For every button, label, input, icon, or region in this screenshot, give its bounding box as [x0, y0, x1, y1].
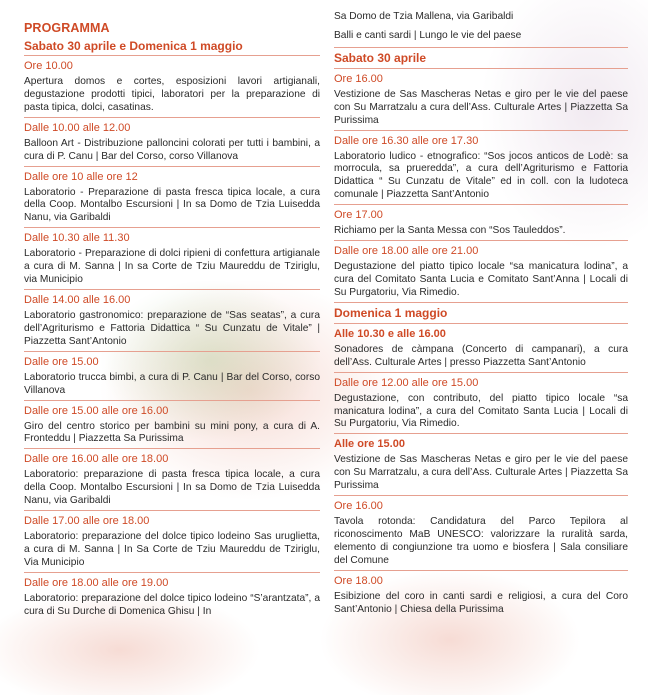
list-item: [24, 227, 320, 289]
event-description: Balloon Art - Distribuzione palloncini colorati per tutti i bambini, a cura di P. Canu | Bar del Corso, corso Villanova: [24, 137, 320, 162]
event-description: Apertura domos e cortes, esposizioni lavori artigianali, degustazione prodotti tipici, laboratori per la preparazione di pasta tipica, dolci, casatinas.: [24, 76, 320, 113]
event-description: Laboratorio gastronomico: preparazione de “Sas seatas”, a cura dell’Agriturismo e Fattoria Didattica “ Su Cunzatu de Vitale” | Piazzetta Sant’Antonio: [24, 309, 320, 347]
event-description: Laboratorio: preparazione del dolce tipico lodeino Sas uruglietta, a cura di M. Sanna | In Sa Corte de Tziu Maureddu de Tziriglu, Via Municipio: [24, 531, 320, 568]
right-column: [334, 0, 628, 618]
list-item: [334, 433, 628, 495]
event-time: Dalle 10.00 alle 12.00: [24, 117, 320, 138]
event-time: Alle ore 15.00: [334, 433, 628, 454]
left-column: [24, 0, 320, 621]
event-time: Dalle 10.30 alle 11.30: [24, 227, 320, 248]
list-item: [24, 572, 320, 621]
event-description: Sonadores de càmpana (Concerto di campanari), a cura dell’Ass. Culturale Artes | presso Piazzetta Sant’Antonio: [334, 343, 628, 368]
event-time: Dalle ore 18.00 alle ore 21.00: [334, 240, 628, 261]
event-time: Ore 18.00: [334, 570, 628, 591]
list-item: [334, 68, 628, 130]
event-description: Giro del centro storico per bambini su mini pony, a cura di A. Fronteddu | Piazzetta Sa Purissima: [24, 420, 320, 445]
event-time: Dalle ore 12.00 alle ore 15.00: [334, 372, 628, 393]
event-time: Alle 10.30 e alle 16.00: [334, 323, 628, 344]
event-time: Dalle ore 15.00: [24, 351, 320, 372]
continued-description: Balli e canti sardi | Lungo le vie del paese: [334, 29, 522, 41]
list-item: [24, 400, 320, 449]
event-description: Degustazione del piatto tipico locale “sa manicatura lodina”, a cura del Comitato Santa Lucia e Comitato Sant’Anna | Locali di Su Purgatoriu, Via Rimedio.: [334, 261, 628, 298]
event-description: Laboratorio ludico - etnografico: “Sos jocos anticos de Lodè: sa morrocula, sa prueredda”, a cura dell’Agriturismo e Fattoria Didattica “ Su Cunzatu de Vitale” ed in coll. con la ludoteca comunale | Piazzetta Sant’Antonio: [334, 150, 628, 201]
event-time: Ore 17.00: [334, 204, 628, 225]
event-time: Dalle ore 15.00 alle ore 16.00: [24, 400, 320, 421]
event-description: Laboratorio - Preparazione di pasta fresca tipica locale, a cura della Coop. Montalbo Escursioni | In sa Domo de Tzia Luisedda Nanu, via Garibaldi: [24, 186, 320, 224]
section-title-saturday: Sabato 30 aprile: [334, 47, 628, 68]
event-time: Dalle ore 16.00 alle ore 18.00: [24, 448, 320, 469]
list-item: [334, 323, 628, 372]
list-item: [334, 570, 628, 619]
event-time: Ore 10.00: [24, 55, 320, 76]
list-item: [24, 448, 320, 510]
event-time: Ore 16.00: [334, 68, 628, 89]
event-description: Laboratorio: preparazione del dolce tipico lodeino “S’arantzata”, a cura di Su Durche di Domenica Ghisu | In: [24, 592, 320, 617]
list-item: [334, 372, 628, 434]
event-description: Esibizione del coro in canti sardi e religiosi, a cura del Coro Sant’Antonio | Chiesa della Purissima: [334, 590, 628, 615]
event-description: Degustazione, con contributo, del piatto tipico locale “sa manicatura lodina”, a cura del Comitato Santa Lucia | Locali di Su Purgatoriu, Via Rimedio.: [334, 392, 628, 430]
event-time: Dalle 14.00 alle 16.00: [24, 289, 320, 310]
list-item: [24, 166, 320, 228]
event-description: Vestizione de Sas Mascheras Netas e giro per le vie del paese con Su Marratzalu, a cura dell’Ass. Culturale Artes | Piazzetta Sa Purissima: [334, 454, 628, 492]
list-item: [334, 240, 628, 302]
event-description: Richiamo per la Santa Messa con “Sos Tauleddos”.: [334, 225, 566, 237]
list-item: [334, 495, 628, 570]
list-item: [24, 351, 320, 400]
list-item: [334, 130, 628, 205]
list-item: [24, 510, 320, 572]
event-time: Dalle ore 10 alle ore 12: [24, 166, 320, 187]
event-time: Dalle ore 16.30 alle ore 17.30: [334, 130, 628, 151]
event-description: Vestizione de Sas Mascheras Netas e giro per le vie del paese con Su Marratzalu a cura dell’Ass. Culturale Artes | Piazzetta Sa Purissima: [334, 88, 628, 126]
event-time: Ore 16.00: [334, 495, 628, 516]
event-description: Tavola rotonda: Candidatura del Parco Tepilora al riconoscimento MaB UNESCO: valorizzare la ruralità sarda, elemento di congiunzione tra uomo e biosfera | Sala consiliare del Comune: [334, 516, 628, 566]
section-title-weekend: Sabato 30 aprile e Domenica 1 maggio: [24, 39, 243, 53]
programme-heading: PROGRAMMA: [24, 21, 110, 35]
list-item: [334, 204, 628, 240]
section-title-sunday: Domenica 1 maggio: [334, 302, 628, 323]
event-description: Laboratorio: preparazione di pasta fresca tipica locale, a cura della Coop. Montalbo Escursioni | In sa Domo de Tzia Luisedda Nanu, via Garibaldi: [24, 469, 320, 507]
list-item: [24, 289, 320, 351]
event-time: Dalle ore 18.00 alle ore 19.00: [24, 572, 320, 593]
continued-description: Sa Domo de Tzia Mallena, via Garibaldi: [334, 11, 514, 22]
event-time: Dalle 17.00 alle ore 18.00: [24, 510, 320, 531]
list-item: [24, 117, 320, 166]
list-item: [24, 55, 320, 117]
event-description: Laboratorio trucca bimbi, a cura di P. Canu | Bar del Corso, corso Villanova: [24, 371, 320, 396]
event-description: Laboratorio - Preparazione di dolci ripieni di confettura artigianale a cura di M. Sanna | In sa Corte de Tziu Maureddu de Tziriglu, via Municipio: [24, 248, 320, 286]
